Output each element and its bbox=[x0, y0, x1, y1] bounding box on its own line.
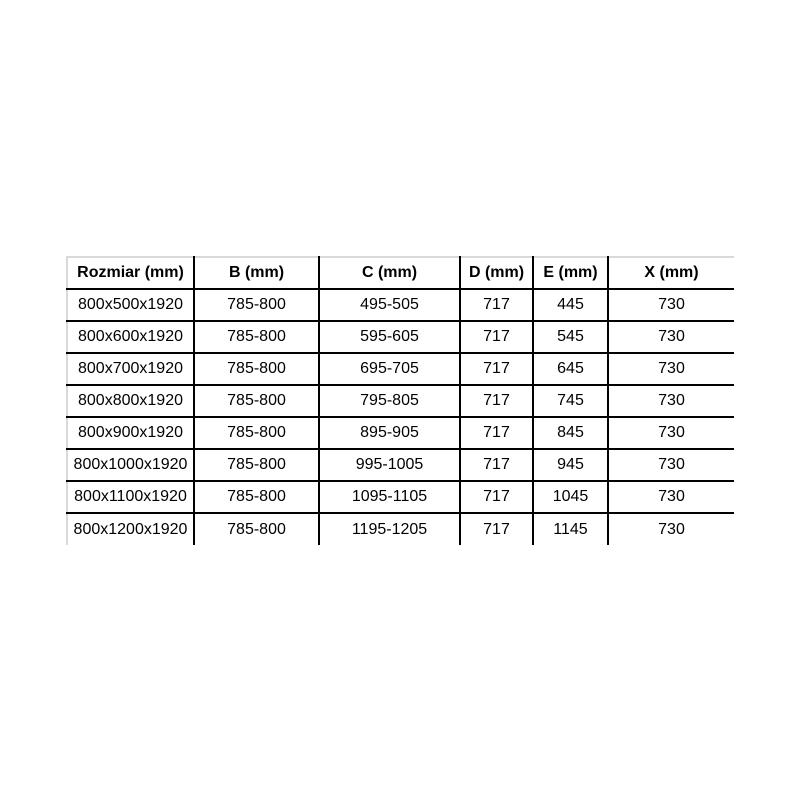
table-cell: 717 bbox=[460, 513, 533, 545]
table-row bbox=[67, 449, 734, 481]
table-cell: 730 bbox=[608, 417, 734, 449]
table-cell: 845 bbox=[533, 417, 608, 449]
table-row bbox=[67, 289, 734, 321]
table-cell: 800x800x1920 bbox=[67, 385, 194, 417]
table-cell: 1045 bbox=[533, 481, 608, 513]
table-cell: 730 bbox=[608, 353, 734, 385]
table-cell: 785-800 bbox=[194, 289, 319, 321]
column-header-3: D (mm) bbox=[460, 257, 533, 289]
table-cell: 800x500x1920 bbox=[67, 289, 194, 321]
table-cell: 795-805 bbox=[319, 385, 460, 417]
table-cell: 1145 bbox=[533, 513, 608, 545]
table-cell: 785-800 bbox=[194, 385, 319, 417]
table-cell: 800x700x1920 bbox=[67, 353, 194, 385]
table-cell: 495-505 bbox=[319, 289, 460, 321]
table-cell: 1095-1105 bbox=[319, 481, 460, 513]
table-cell: 995-1005 bbox=[319, 449, 460, 481]
column-header-0: Rozmiar (mm) bbox=[67, 257, 194, 289]
table-cell: 717 bbox=[460, 353, 533, 385]
table-cell: 445 bbox=[533, 289, 608, 321]
table-cell: 945 bbox=[533, 449, 608, 481]
table-cell: 730 bbox=[608, 289, 734, 321]
table-body bbox=[67, 289, 734, 545]
size-table bbox=[66, 256, 734, 545]
table-cell: 717 bbox=[460, 385, 533, 417]
table-cell: 730 bbox=[658, 520, 685, 538]
table-cell: 895-905 bbox=[319, 417, 460, 449]
table-cell: 717 bbox=[460, 449, 533, 481]
table-cell: 800x1200x1920 bbox=[67, 513, 194, 545]
table-cell: 800x1000x1920 bbox=[67, 449, 194, 481]
table-cell: 545 bbox=[533, 321, 608, 353]
table-header-row bbox=[67, 257, 734, 289]
column-header-1: B (mm) bbox=[194, 257, 319, 289]
table-cell: 800x900x1920 bbox=[67, 417, 194, 449]
table-cell: 595-605 bbox=[319, 321, 460, 353]
table-row bbox=[67, 353, 734, 385]
table-cell: 785-800 bbox=[194, 353, 319, 385]
table-cell: 717 bbox=[460, 417, 533, 449]
table-cell: 785-800 bbox=[194, 417, 319, 449]
table-cell: 730 bbox=[608, 449, 734, 481]
table-row bbox=[67, 513, 734, 545]
column-header-2: C (mm) bbox=[319, 257, 460, 289]
table-cell: 785-800 bbox=[194, 481, 319, 513]
size-table-container bbox=[66, 256, 734, 545]
table-cell: 785-800 bbox=[194, 321, 319, 353]
table-cell: 745 bbox=[533, 385, 608, 417]
table-row bbox=[67, 481, 734, 513]
table-cell: 1195-1205 bbox=[319, 513, 460, 545]
table-cell: 730 bbox=[608, 321, 734, 353]
table-cell: 645 bbox=[533, 353, 608, 385]
column-header-5: X (mm) bbox=[608, 257, 734, 289]
table-cell: 717 bbox=[460, 481, 533, 513]
table-row bbox=[67, 385, 734, 417]
table-cell: 800x1100x1920 bbox=[67, 481, 194, 513]
table-row bbox=[67, 417, 734, 449]
table-cell: 785-800 bbox=[194, 449, 319, 481]
table-cell: 717 bbox=[460, 321, 533, 353]
table-cell: 730 bbox=[608, 385, 734, 417]
table-cell: 717 bbox=[460, 289, 533, 321]
column-header-4: E (mm) bbox=[533, 257, 608, 289]
table-cell: 730 bbox=[608, 481, 734, 513]
table-cell: 785-800 bbox=[194, 513, 319, 545]
table-row bbox=[67, 321, 734, 353]
table-cell: 800x600x1920 bbox=[67, 321, 194, 353]
table-cell: 695-705 bbox=[319, 353, 460, 385]
